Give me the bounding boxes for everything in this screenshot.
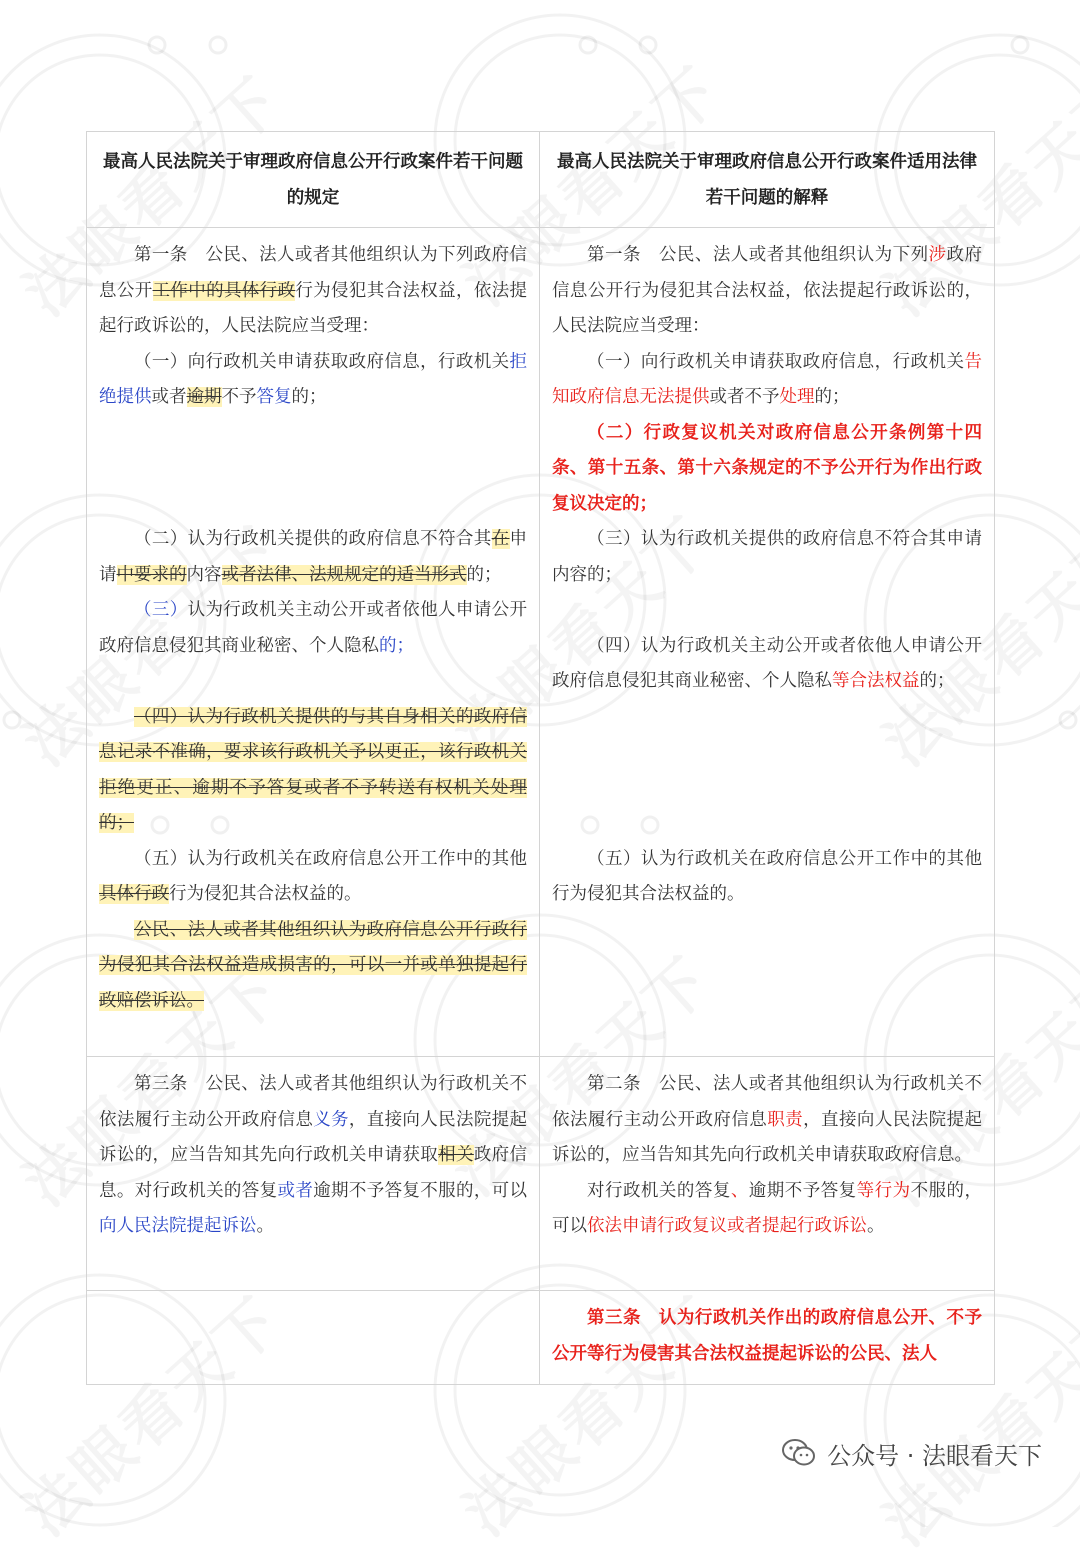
table-row <box>87 228 995 1057</box>
added-text: （二）行政复议机关对政府信息公开条例第十四条、第十五条、第十六条规定的不予公开行为作出行政复议决定的； <box>552 422 982 514</box>
added-text: 等行为 <box>856 1180 911 1201</box>
row1-right-cell <box>540 228 995 1057</box>
added-text: 涉 <box>928 245 947 265</box>
row2-right-cell <box>540 1057 995 1291</box>
old-article-1-intro <box>99 238 527 345</box>
table-row <box>87 1291 995 1385</box>
added-text: 依法申请行政复议或者提起行政诉讼 <box>587 1216 867 1236</box>
header-right: 最高人民法院关于审理政府信息公开行政案件适用法律若干问题的解释 <box>540 132 995 228</box>
deleted-text: 中要求的 <box>116 564 187 585</box>
text-span: （四）认为行政机关主动公开或者依他人申请公开政府信息侵犯其商业秘密、个人隐私 <box>552 635 982 691</box>
changed-text: 拒绝提供 <box>99 351 527 407</box>
text-span: 政府信息。对行政机关的答复 <box>99 1145 528 1201</box>
deleted-text: 具体行政 <box>99 884 169 904</box>
text-span: 第二条 公民、法人或者其他组织认为行政机关不依法履行主动公开政府信息 <box>552 1074 982 1130</box>
old-article-3 <box>99 1067 527 1245</box>
new-item-2 <box>552 416 982 523</box>
new-item-3 <box>552 522 982 593</box>
old-item-3 <box>99 593 527 664</box>
added-text: 等合法权益 <box>832 671 920 691</box>
deleted-text: 在 <box>491 529 510 549</box>
changed-text: 义务 <box>313 1109 349 1130</box>
header-left: 最高人民法院关于审理政府信息公开行政案件若干问题的规定 <box>87 132 540 228</box>
table-header-row <box>87 132 995 228</box>
old-paragraph-compensation-deleted <box>99 913 527 1020</box>
text-span: 行为侵犯其合法权益的。 <box>169 884 362 904</box>
text-span: 或者 <box>151 387 187 407</box>
deleted-text: 逾期 <box>186 387 222 407</box>
deleted-text: 工作中的具体行政 <box>152 280 296 301</box>
row1-left-cell <box>87 228 540 1057</box>
new-article-1-intro <box>552 238 982 345</box>
text-span: 第一条 公民、法人或者其他组织认为下列政府信息公开 <box>99 245 527 301</box>
text-span: 。 <box>256 1216 274 1236</box>
footer-account-label: 公众号 · 法眼看天下 <box>827 1441 1042 1470</box>
text-span: 逾期不予答复 <box>748 1180 857 1201</box>
old-item-2 <box>99 522 527 593</box>
added-text: 处理 <box>779 387 815 407</box>
text-span: 或者不予 <box>709 387 780 407</box>
deleted-text: 或者法律、法规规定的适当形式 <box>221 564 467 585</box>
new-article-3 <box>552 1301 982 1372</box>
text-span: （五）认为行政机关在政府信息公开工作中的其他行为侵犯其合法权益的。 <box>552 848 982 904</box>
added-text: 职责 <box>767 1109 804 1130</box>
changed-text: （三） <box>134 600 188 620</box>
text-span: 认为行政机关主动公开或者依他人申请公开政府信息侵犯其商业秘密、个人隐私 <box>99 600 528 656</box>
changed-text: 的； <box>379 635 414 656</box>
text-span: 政府信息公开行为侵犯其合法权益，依法提起行政诉讼的，人民法院应当受理： <box>552 245 983 336</box>
text-span: 不予 <box>221 387 257 407</box>
added-text: 告知政府信息无法提供 <box>552 351 982 407</box>
changed-text: 答复 <box>256 387 292 407</box>
row3-left-cell <box>87 1291 540 1385</box>
text-span: 第三条 公民、法人或者其他组织认为行政机关不依法履行主动公开政府信息 <box>99 1074 527 1130</box>
deleted-text: （四）认为行政机关提供的与其自身相关的政府信息记录不准确，要求该行政机关予以更正，该行政机关拒绝更正、逾期不予答复或者不予转送有权机关处理的； <box>99 706 527 833</box>
old-item-4-deleted <box>99 700 527 842</box>
deleted-text: 相关 <box>438 1145 474 1165</box>
changed-text: 向人民法院提起诉讼 <box>99 1216 257 1236</box>
footer-account <box>781 1433 1042 1473</box>
new-article-2-p1 <box>552 1067 982 1174</box>
added-text: 、 <box>730 1180 749 1201</box>
text-span: 对行政机关的答复 <box>587 1180 731 1201</box>
text-span: 不服的，可以 <box>552 1180 983 1236</box>
text-span: 申请 <box>99 529 528 585</box>
text-span: 的； <box>291 387 327 407</box>
text-span: ，直接向人民法院提起诉讼的，应当告知其先向行政机关申请获取政府信息。 <box>552 1109 983 1165</box>
text-span: （一）向行政机关申请获取政府信息，行政机关 <box>134 351 510 372</box>
row3-right-cell <box>540 1291 995 1385</box>
row2-left-cell <box>87 1057 540 1291</box>
text-span: （一）向行政机关申请获取政府信息，行政机关 <box>587 351 965 372</box>
table-row <box>87 1057 995 1291</box>
comparison-table <box>86 131 995 1385</box>
new-item-4 <box>552 629 982 700</box>
new-article-2-p2 <box>552 1174 982 1245</box>
text-span: 第一条 公民、法人或者其他组织认为下列 <box>587 245 929 265</box>
text-span: ，直接向人民法院提起诉讼的，应当告知其先向行政机关申请获取 <box>99 1109 528 1165</box>
new-item-1 <box>552 345 982 416</box>
old-item-1 <box>99 345 527 416</box>
wechat-icon <box>781 1438 817 1468</box>
added-text: 第三条 认为行政机关作出的政府信息公开、不予公开等行为侵害其合法权益提起诉讼的公民、法人 <box>552 1308 982 1364</box>
text-span: 的； <box>919 671 955 691</box>
changed-text: 或者 <box>277 1180 314 1201</box>
old-item-5 <box>99 842 527 913</box>
text-span: （三）认为行政机关提供的政府信息不符合其申请内容的； <box>552 529 982 585</box>
new-item-5 <box>552 842 982 913</box>
deleted-text: 公民、法人或者其他组织认为政府信息公开行政行为侵犯其合法权益造成损害的，可以一并或单独提起行政赔偿诉讼。 <box>99 919 527 1011</box>
text-span: （五）认为行政机关在政府信息公开工作中的其他 <box>134 848 527 869</box>
text-span: 行为侵犯其合法权益，依法提起行政诉讼的，人民法院应当受理： <box>99 280 528 336</box>
text-span: 。 <box>867 1216 885 1236</box>
text-span: 的； <box>466 564 502 585</box>
text-span: 逾期不予答复不服的，可以 <box>313 1180 528 1201</box>
text-span: 内容 <box>186 564 222 585</box>
text-span: 的； <box>814 387 850 407</box>
text-span: （二）认为行政机关提供的政府信息不符合其 <box>134 529 492 549</box>
